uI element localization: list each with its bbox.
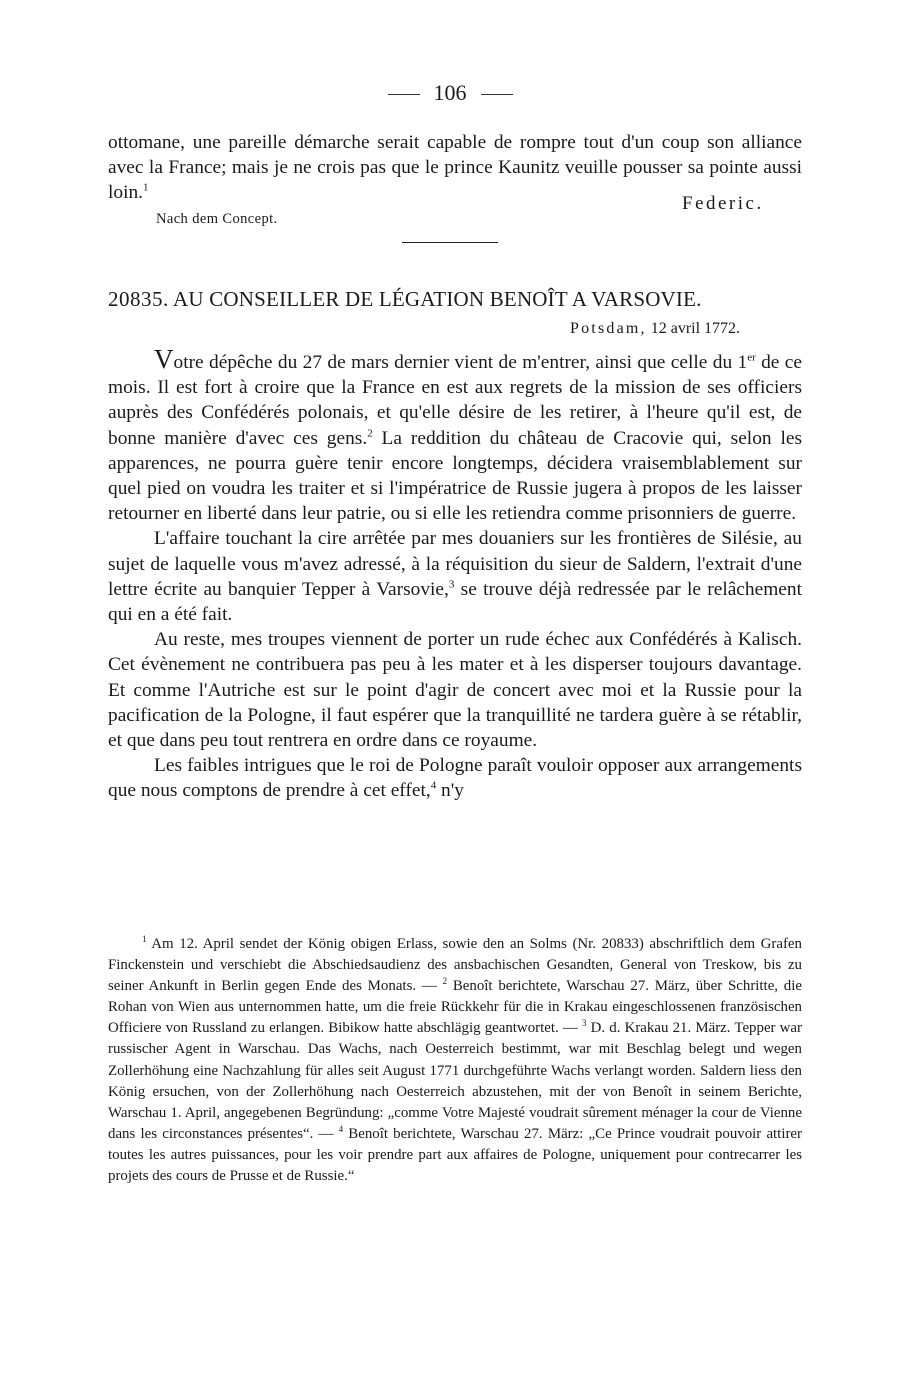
section-divider bbox=[402, 242, 498, 243]
footnote-3-text: D. d. Krakau 21. März. Tepper war russischer Agent in Warschau. Das Wachs, nach Oesterreich bestimmt, war mit Beschlag belegt und wegen Zollerhöhung eine Nachzahlung für alles seit August 1771 durchgeführte Wachs verlangt worden. Saldern liess den König ersuchen, von der Zollerhöhung nach Oesterreich abzustehen, mit der von Benoît in seinem Berichte, Warschau 1. April, angegebenen Begründung: „comme Votre Majesté voudrait sûrement ménager la cour de Vienne dans les circonstances présentes“. — bbox=[108, 1020, 803, 1142]
page-header bbox=[0, 80, 900, 106]
footnote-2-text: Benoît berichtete, Warschau 27. März, über Schritte, die Rohan von Wien aus unternommen hatte, um die freie Rückkehr für die in Krakau eingeschlossenen französischen Officiere von Russland zu erlangen. Bibikow hatte abschlägig geantwortet. — bbox=[108, 978, 803, 1037]
superscript-er: er bbox=[747, 351, 756, 364]
paragraph-1-text-b: de ce mois. Il est fort à croire que la France en est aux regrets de la mission de ses officiers auprès des Confédérés polonais, et qu'elle désire de les retirer, à l'heure qu'il est, de bonne manière d'avec ces gens. bbox=[108, 352, 802, 449]
footnote-marker-3: 3 bbox=[448, 578, 455, 591]
page-number: 106 bbox=[433, 80, 467, 105]
paragraph-1-text-a: otre dépêche du 27 de mars dernier vient de m'entrer, ainsi que celle du 1 bbox=[173, 352, 748, 373]
header-dash-left bbox=[388, 94, 420, 95]
paragraph-3: Au reste, mes troupes viennent de porter un rude échec aux Confédérés à Kalisch. Cet évènement ne contribuera pas peu à les mater et à les disperser toujours davantage. Et comme l'Autriche est sur le point d'agir de concert avec moi et la Russie pour la pacification de la Pologne, il faut espérer que la tranquillité ne tardera guère à se rétablir, et que dans peu tout rentrera en ordre dans ce royaume. bbox=[108, 629, 802, 752]
paragraph-4 bbox=[108, 753, 802, 803]
document-number: 20835. bbox=[108, 287, 169, 311]
source-note: Nach dem Concept. bbox=[156, 211, 278, 227]
footnote-4-marker: 4 bbox=[338, 1123, 344, 1134]
footnote-2-marker: 2 bbox=[442, 976, 448, 987]
paragraph-2 bbox=[108, 526, 802, 627]
document-title: AU CONSEILLER DE LÉGATION BENOÎT A VARSOVIE. bbox=[173, 287, 702, 311]
paragraph-2-text-b: se trouve déjà redressée par le relâchement qui en a été fait. bbox=[108, 578, 802, 626]
dateline-date: 12 avril 1772. bbox=[650, 320, 741, 337]
paragraph-1-text-c: La reddition du château de Cracovie qui, selon les apparences, ne pourra guère tenir encore longtemps, décidera vraisemblablement sur quel pied on voudra les traiter et si l'impératrice de Russie jugera à propos de les laisser retourner en liberté dans leur patrie, ou si elle les retiendra comme prisonniers de guerre. bbox=[108, 427, 802, 525]
paragraph-4-text-a: Les faibles intrigues que le roi de Pologne paraît vouloir opposer aux arrangements que nous comptons de prendre à cet effet, bbox=[108, 755, 802, 802]
footnote-3-marker: 3 bbox=[581, 1018, 587, 1029]
letter-body bbox=[108, 344, 802, 804]
document-heading bbox=[108, 287, 808, 312]
footnotes bbox=[108, 934, 802, 1187]
paragraph-1 bbox=[108, 344, 802, 526]
footnote-marker-2: 2 bbox=[367, 427, 373, 440]
signature: Federic. bbox=[682, 193, 764, 214]
footnote-marker-1: 1 bbox=[143, 181, 149, 194]
footnote-1-text: Am 12. April sendet der König obigen Erlass, sowie den an Solms (Nr. 20833) abschriftlich dem Grafen Finckenstein und verschiebt die Abschiedsaudienz des ansbachischen Gesandten, General von Treskow, bis zu seiner Ankunft in Berlin gegen Ende des Monats. — bbox=[108, 936, 802, 995]
footnote-block bbox=[108, 934, 802, 1187]
footnote-4-text: Benoît berichtete, Warschau 27. März: „Ce Prince voudrait pouvoir attirer toutes les autres puissances, pour les voir prendre part aux affaires de Pologne, uniquement pour contrecarrer les projets des cours de Prusse et de Russie.“ bbox=[108, 1125, 802, 1185]
header-dash-right bbox=[481, 94, 513, 95]
initial-letter: V bbox=[154, 344, 174, 374]
dateline bbox=[570, 320, 740, 338]
paragraph-2-text-a: L'affaire touchant la cire arrêtée par mes douaniers sur les frontières de Silésie, au sujet de laquelle vous m'avez adressé, à la réquisition du sieur de Saldern, l'extrait d'une lettre écrite au banquier Tepper à Varsovie, bbox=[108, 528, 802, 600]
footnote-1-marker: 1 bbox=[142, 934, 147, 945]
dateline-place: Potsdam, bbox=[570, 320, 647, 337]
footnote-marker-4: 4 bbox=[430, 779, 437, 792]
continuation-text: ottomane, une pareille démarche serait capable de rompre tout d'un coup son alliance avec la France; mais je ne crois pas que le prince Kaunitz veuille pousser sa pointe aussi loin. bbox=[108, 132, 802, 204]
paragraph-4-text-b: n'y bbox=[436, 780, 464, 802]
